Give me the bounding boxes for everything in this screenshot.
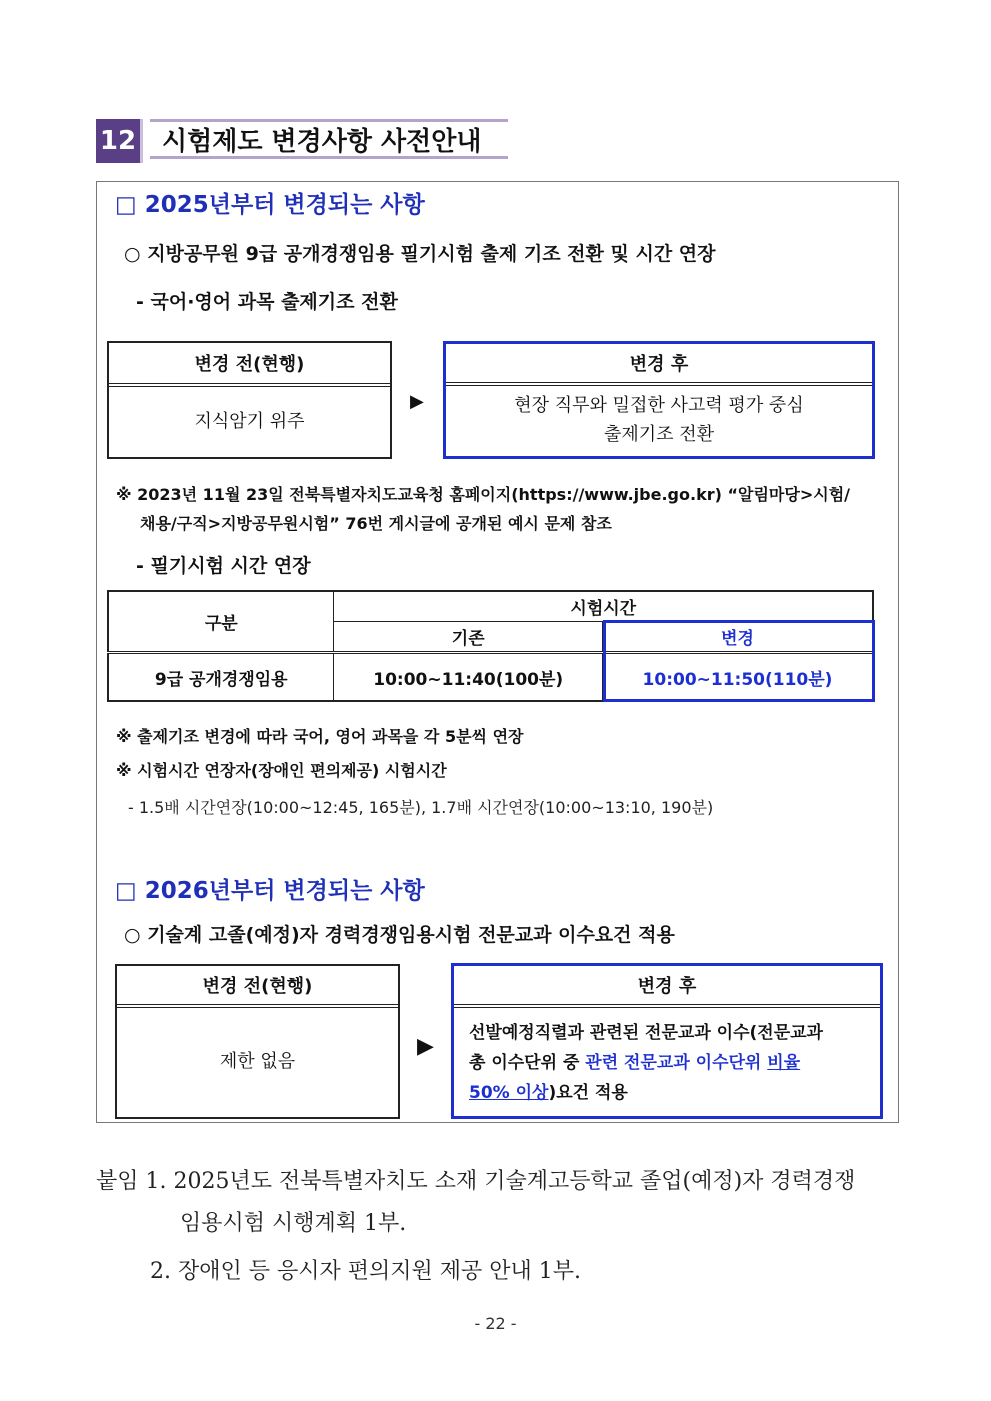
table-cell-new-time: 10:00~11:50(110분) (602, 653, 873, 702)
sub-heading-time-extension: - 필기시험 시간 연장 (136, 555, 311, 577)
table-header-category: 구분 (108, 591, 334, 653)
compare-after-2025 (443, 341, 875, 459)
table-cell-old-time: 10:00~11:40(100분) (334, 653, 603, 702)
section-title: 시험제도 변경사항 사전안내 (150, 119, 508, 159)
heading-2026: □ 2026년부터 변경되는 사항 (115, 878, 425, 904)
after-text-part6: )요건 적용 (548, 1083, 628, 1103)
compare-before-text: 제한 없음 (219, 1051, 296, 1073)
after-text-percent: 50% 이상 (469, 1083, 549, 1103)
after-text-ratio: 비율 (767, 1053, 801, 1073)
arrow-right-icon: ▶ (417, 1034, 434, 1059)
page-number: - 22 - (474, 1314, 517, 1333)
compare-after-label: 변경 후 (446, 344, 872, 386)
after-text-part2: 총 이수단위 중 (469, 1053, 586, 1073)
section-number-badge: 12 (96, 119, 143, 163)
attachment-1-cont: 임용시험 시행계획 1부. (180, 1211, 407, 1236)
compare-after-line2: 출제기조 전환 (603, 424, 715, 445)
heading-2025: □ 2025년부터 변경되는 사항 (115, 192, 425, 218)
item-2025: ○ 지방공무원 9급 공개경쟁임용 필기시험 출제 기조 전환 및 시간 연장 (124, 243, 716, 265)
compare-after-2026 (451, 963, 883, 1119)
table-header-old: 기존 (334, 622, 603, 653)
table-cell-category: 9급 공개경쟁임용 (108, 653, 334, 702)
arrow-right-icon: ▶ (410, 391, 424, 412)
compare-after-line1: 현장 직무와 밀접한 사고력 평가 중심 (514, 395, 804, 417)
compare-before-label: 변경 전(현행) (109, 343, 390, 387)
attachment-2: 2. 장애인 등 응시자 편의지원 제공 안내 1부. (150, 1259, 581, 1284)
note-accommodation-time: ※ 시험시간 연장자(장애인 편의제공) 시험시간 (116, 761, 447, 780)
note-example-questions-cont: 채용/구직>지방공무원시험” 76번 게시글에 공개된 예시 문제 참조 (140, 514, 612, 533)
exam-time-table (107, 590, 874, 702)
note-example-questions: ※ 2023년 11월 23일 전북특별자치도교육청 홈페이지(https://www.jbe.go.kr) “알림마당>시험/ (116, 485, 850, 504)
compare-after-label: 변경 후 (454, 966, 880, 1008)
compare-before-text: 지식암기 위주 (194, 410, 305, 432)
attachment-1: 붙임 1. 2025년도 전북특별자치도 소재 기술계고등학교 졸업(예정)자 경력경쟁 (96, 1169, 856, 1194)
sub-heading-subject-change: - 국어·영어 과목 출제기조 전환 (136, 291, 398, 313)
table-row (108, 653, 873, 702)
after-text-highlight: 관련 전문교과 이수단위 (585, 1053, 768, 1073)
compare-after-text (446, 386, 872, 456)
table-header-exam-time: 시험시간 (334, 591, 873, 622)
compare-before-label: 변경 전(현행) (117, 966, 398, 1008)
compare-after-text (454, 1008, 880, 1116)
note-accommodation-detail: - 1.5배 시간연장(10:00~12:45, 165분), 1.7배 시간연장(10:00~13:10, 190분) (128, 798, 714, 817)
after-text-part1: 선발예정직렬과 관련된 전문교과 이수(전문교과 (469, 1023, 823, 1043)
compare-before-2026 (115, 964, 400, 1119)
table-header-new: 변경 (602, 622, 873, 653)
item-2026: ○ 기술계 고졸(예정)자 경력경쟁임용시험 전문교과 이수요건 적용 (124, 924, 675, 946)
note-extension-reason: ※ 출제기조 변경에 따라 국어, 영어 과목을 각 5분씩 연장 (116, 727, 524, 746)
compare-before-2025 (107, 341, 392, 459)
